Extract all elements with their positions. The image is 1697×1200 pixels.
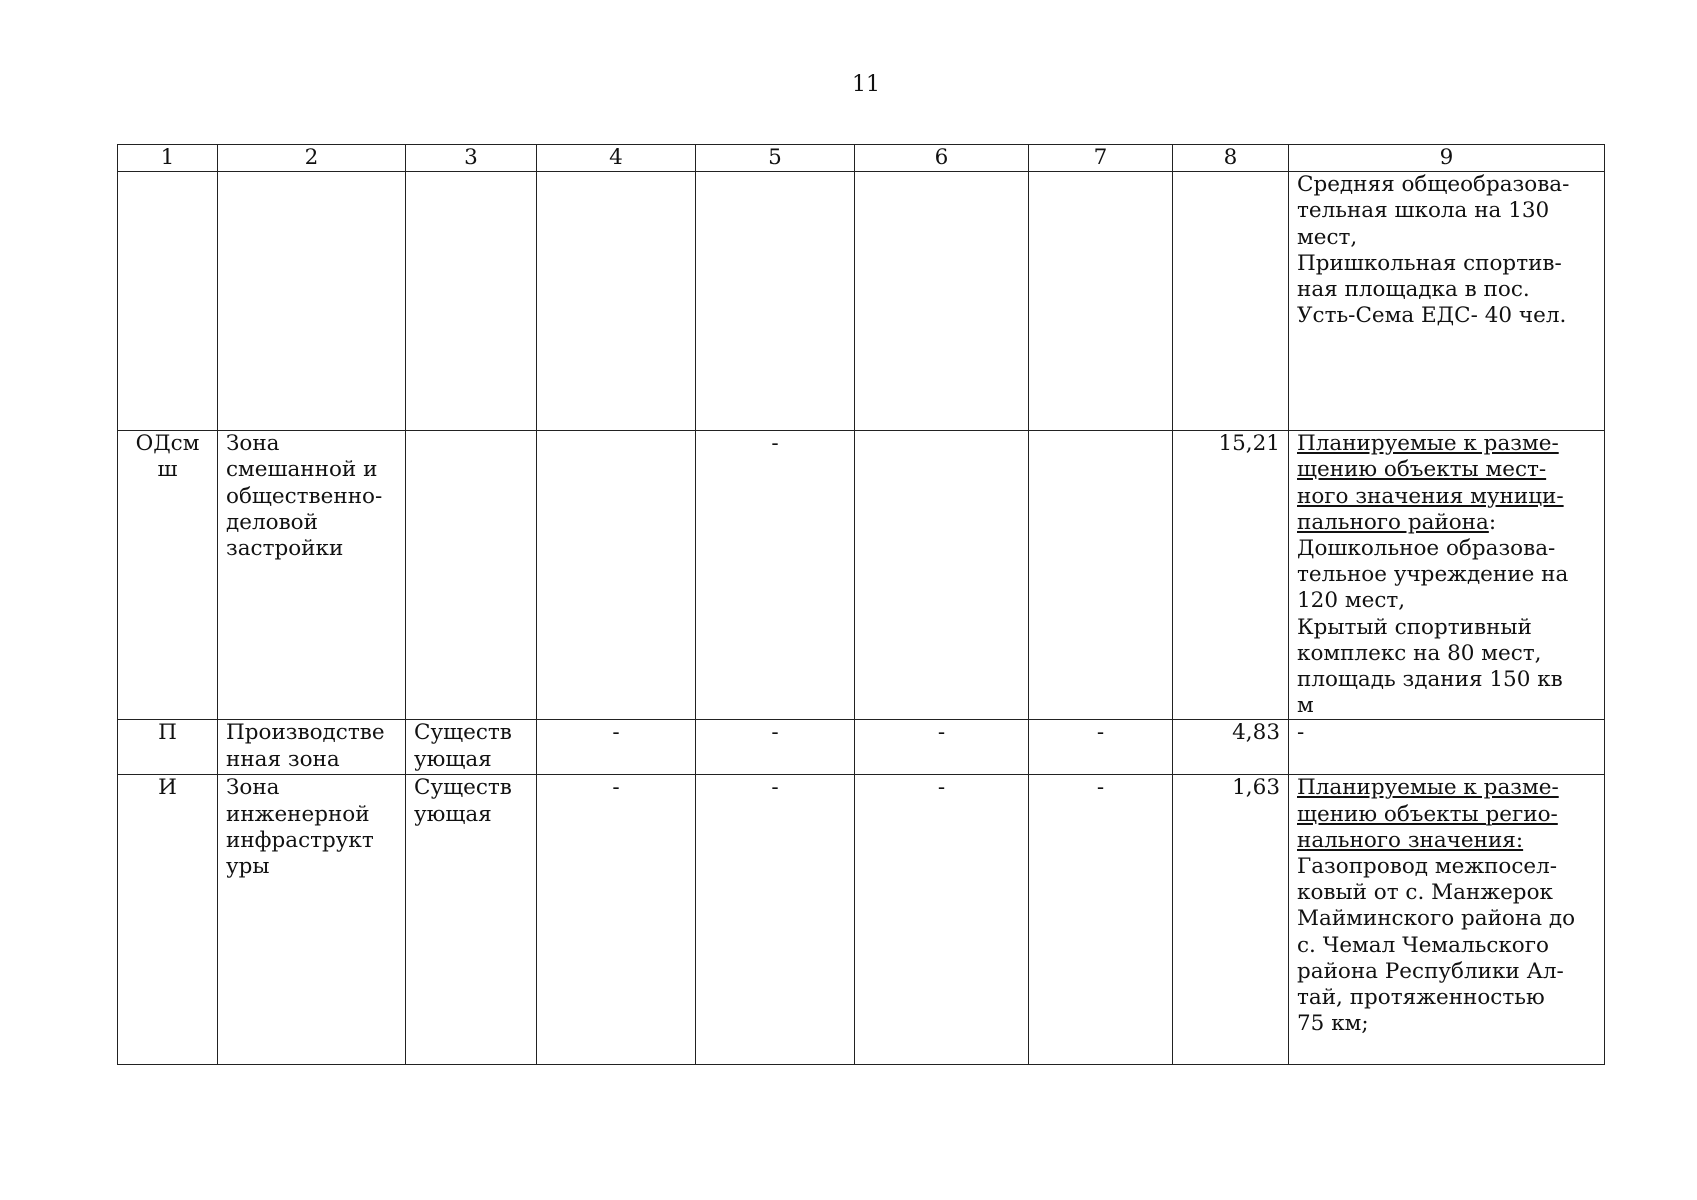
cell-text-line: с. Чемал Чемальского	[1297, 932, 1549, 958]
cell-text-line: Майминского района до	[1297, 906, 1576, 932]
area-cell	[1173, 720, 1289, 775]
cell-text-line: инфраструкт	[226, 827, 374, 853]
cell-text-line: комплекс на 80 мест,	[1297, 640, 1542, 666]
cell-text-line: 4,83	[1232, 720, 1280, 746]
zone-name-cell	[218, 720, 406, 775]
underlined-heading: ного значения муници-	[1297, 483, 1564, 509]
cell-text-line: -	[1096, 720, 1105, 746]
zones-table	[117, 144, 1605, 1065]
cell-text-line: общественно-	[226, 483, 383, 509]
zone-status-cell	[406, 431, 537, 720]
column-header: 5	[696, 145, 855, 172]
objects-cell	[1289, 775, 1605, 1065]
cell-text-line: мест,	[1297, 224, 1358, 250]
cell-text-line: смешанной и	[226, 457, 378, 483]
cell-text-line	[1297, 802, 1596, 828]
value-cell	[855, 172, 1029, 431]
cell-text-line: тельное учреждение на	[1297, 562, 1569, 588]
value-cell	[1029, 172, 1173, 431]
area-cell	[1173, 172, 1289, 431]
zone-code-cell	[118, 172, 218, 431]
value-cell	[696, 172, 855, 431]
table-row	[118, 720, 1605, 775]
underlined-heading: пального района	[1297, 509, 1489, 535]
value-cell	[537, 431, 696, 720]
cell-text-line: 75 км;	[1297, 1011, 1369, 1037]
zone-status-cell	[406, 172, 537, 431]
cell-text-line: м	[1297, 693, 1314, 719]
cell-text-line: -	[771, 431, 779, 457]
area-cell	[1173, 775, 1289, 1065]
cell-text-line: тай, протяженностью	[1297, 985, 1545, 1011]
cell-text-line	[1297, 828, 1596, 854]
cell-text-line: Производстве	[226, 720, 385, 746]
table-row	[118, 172, 1605, 431]
column-header: 8	[1173, 145, 1289, 172]
objects-cell	[1289, 431, 1605, 720]
cell-text-line: 120 мест,	[1297, 588, 1406, 614]
cell-text-line: -	[1096, 775, 1105, 801]
cell-text-line: -	[612, 720, 620, 746]
underlined-heading: щению объекты регио-	[1297, 801, 1558, 827]
cell-text-line: района Республики Ал-	[1297, 958, 1564, 984]
cell-text-line: И	[158, 775, 177, 801]
cell-text-line: площадь здания 150 кв	[1297, 667, 1563, 693]
zone-name-cell	[218, 431, 406, 720]
cell-text-line: Дошкольное образова-	[1297, 536, 1556, 562]
area-cell	[1173, 431, 1289, 720]
value-cell	[696, 431, 855, 720]
cell-text-line: Средняя общеобразова-	[1297, 172, 1570, 198]
column-header: 9	[1289, 145, 1605, 172]
cell-text-line: застройки	[226, 536, 344, 562]
zone-name-cell	[218, 775, 406, 1065]
underlined-heading: нального значения:	[1297, 827, 1524, 853]
cell-text-line: Усть-Сема ЕДС- 40 чел.	[1297, 303, 1567, 329]
value-cell	[696, 775, 855, 1065]
value-cell	[855, 431, 1029, 720]
table-header-row	[118, 145, 1605, 172]
value-cell	[696, 720, 855, 775]
cell-text-line: 15,21	[1218, 431, 1280, 457]
page-number: 11	[852, 72, 880, 97]
cell-text-line: Существ	[414, 720, 512, 746]
cell-text-line	[1297, 510, 1596, 536]
cell-text-line: деловой	[226, 509, 318, 535]
column-header: 6	[855, 145, 1029, 172]
value-cell	[1029, 431, 1173, 720]
cell-text-line: -	[937, 720, 946, 746]
zone-name-cell	[218, 172, 406, 431]
underlined-heading: Планируемые к разме-	[1297, 775, 1559, 801]
cell-text-line: ующая	[414, 801, 492, 827]
value-cell	[855, 775, 1029, 1065]
cell-text-line	[1297, 775, 1596, 801]
cell-text-line: тельная школа на 130	[1297, 198, 1550, 224]
cell-text-line: Зона	[226, 431, 280, 457]
cell-text-line: -	[771, 720, 779, 746]
cell-text-line: -	[1297, 720, 1305, 746]
column-header: 1	[118, 145, 218, 172]
cell-text-line: 1,63	[1232, 775, 1280, 801]
table-row	[118, 775, 1605, 1065]
zone-status-cell	[406, 775, 537, 1065]
cell-text-line: ш	[157, 457, 178, 483]
cell-text-line: -	[771, 775, 779, 801]
value-cell	[537, 720, 696, 775]
cell-text-line: Газопровод межпосел-	[1297, 854, 1558, 880]
cell-text-line: инженерной	[226, 801, 370, 827]
cell-text-line: Зона	[226, 775, 280, 801]
cell-text-line: нная зона	[226, 746, 340, 772]
cell-text-line	[1297, 484, 1596, 510]
cell-text-line: Существ	[414, 775, 512, 801]
cell-text-line: ная площадка в пос.	[1297, 277, 1530, 303]
zone-code-cell	[118, 775, 218, 1065]
underlined-heading: Планируемые к разме-	[1297, 431, 1559, 457]
value-cell	[855, 720, 1029, 775]
column-header: 2	[218, 145, 406, 172]
underlined-heading: щению объекты мест-	[1297, 457, 1547, 483]
column-header: 4	[537, 145, 696, 172]
column-header: 3	[406, 145, 537, 172]
value-cell	[1029, 775, 1173, 1065]
value-cell	[1029, 720, 1173, 775]
cell-text-line: П	[158, 720, 177, 746]
zone-status-cell	[406, 720, 537, 775]
cell-text-line	[1297, 457, 1596, 483]
zone-code-cell	[118, 431, 218, 720]
cell-text-line: Пришкольная спортив-	[1297, 250, 1562, 276]
column-header: 7	[1029, 145, 1173, 172]
cell-text-line: ковый от с. Манжерок	[1297, 880, 1553, 906]
cell-text-line: ОДсм	[135, 431, 200, 457]
value-cell	[537, 172, 696, 431]
cell-text-line: Крытый спортивный	[1297, 614, 1532, 640]
objects-cell	[1289, 720, 1605, 775]
table-row	[118, 431, 1605, 720]
cell-text-line	[1297, 431, 1596, 457]
value-cell	[537, 775, 696, 1065]
cell-text-line: уры	[226, 854, 270, 880]
heading-colon: :	[1488, 509, 1497, 535]
zone-code-cell	[118, 720, 218, 775]
cell-text-line: -	[937, 775, 946, 801]
objects-cell	[1289, 172, 1605, 431]
cell-text-line: ующая	[414, 746, 492, 772]
cell-text-line: -	[612, 775, 620, 801]
